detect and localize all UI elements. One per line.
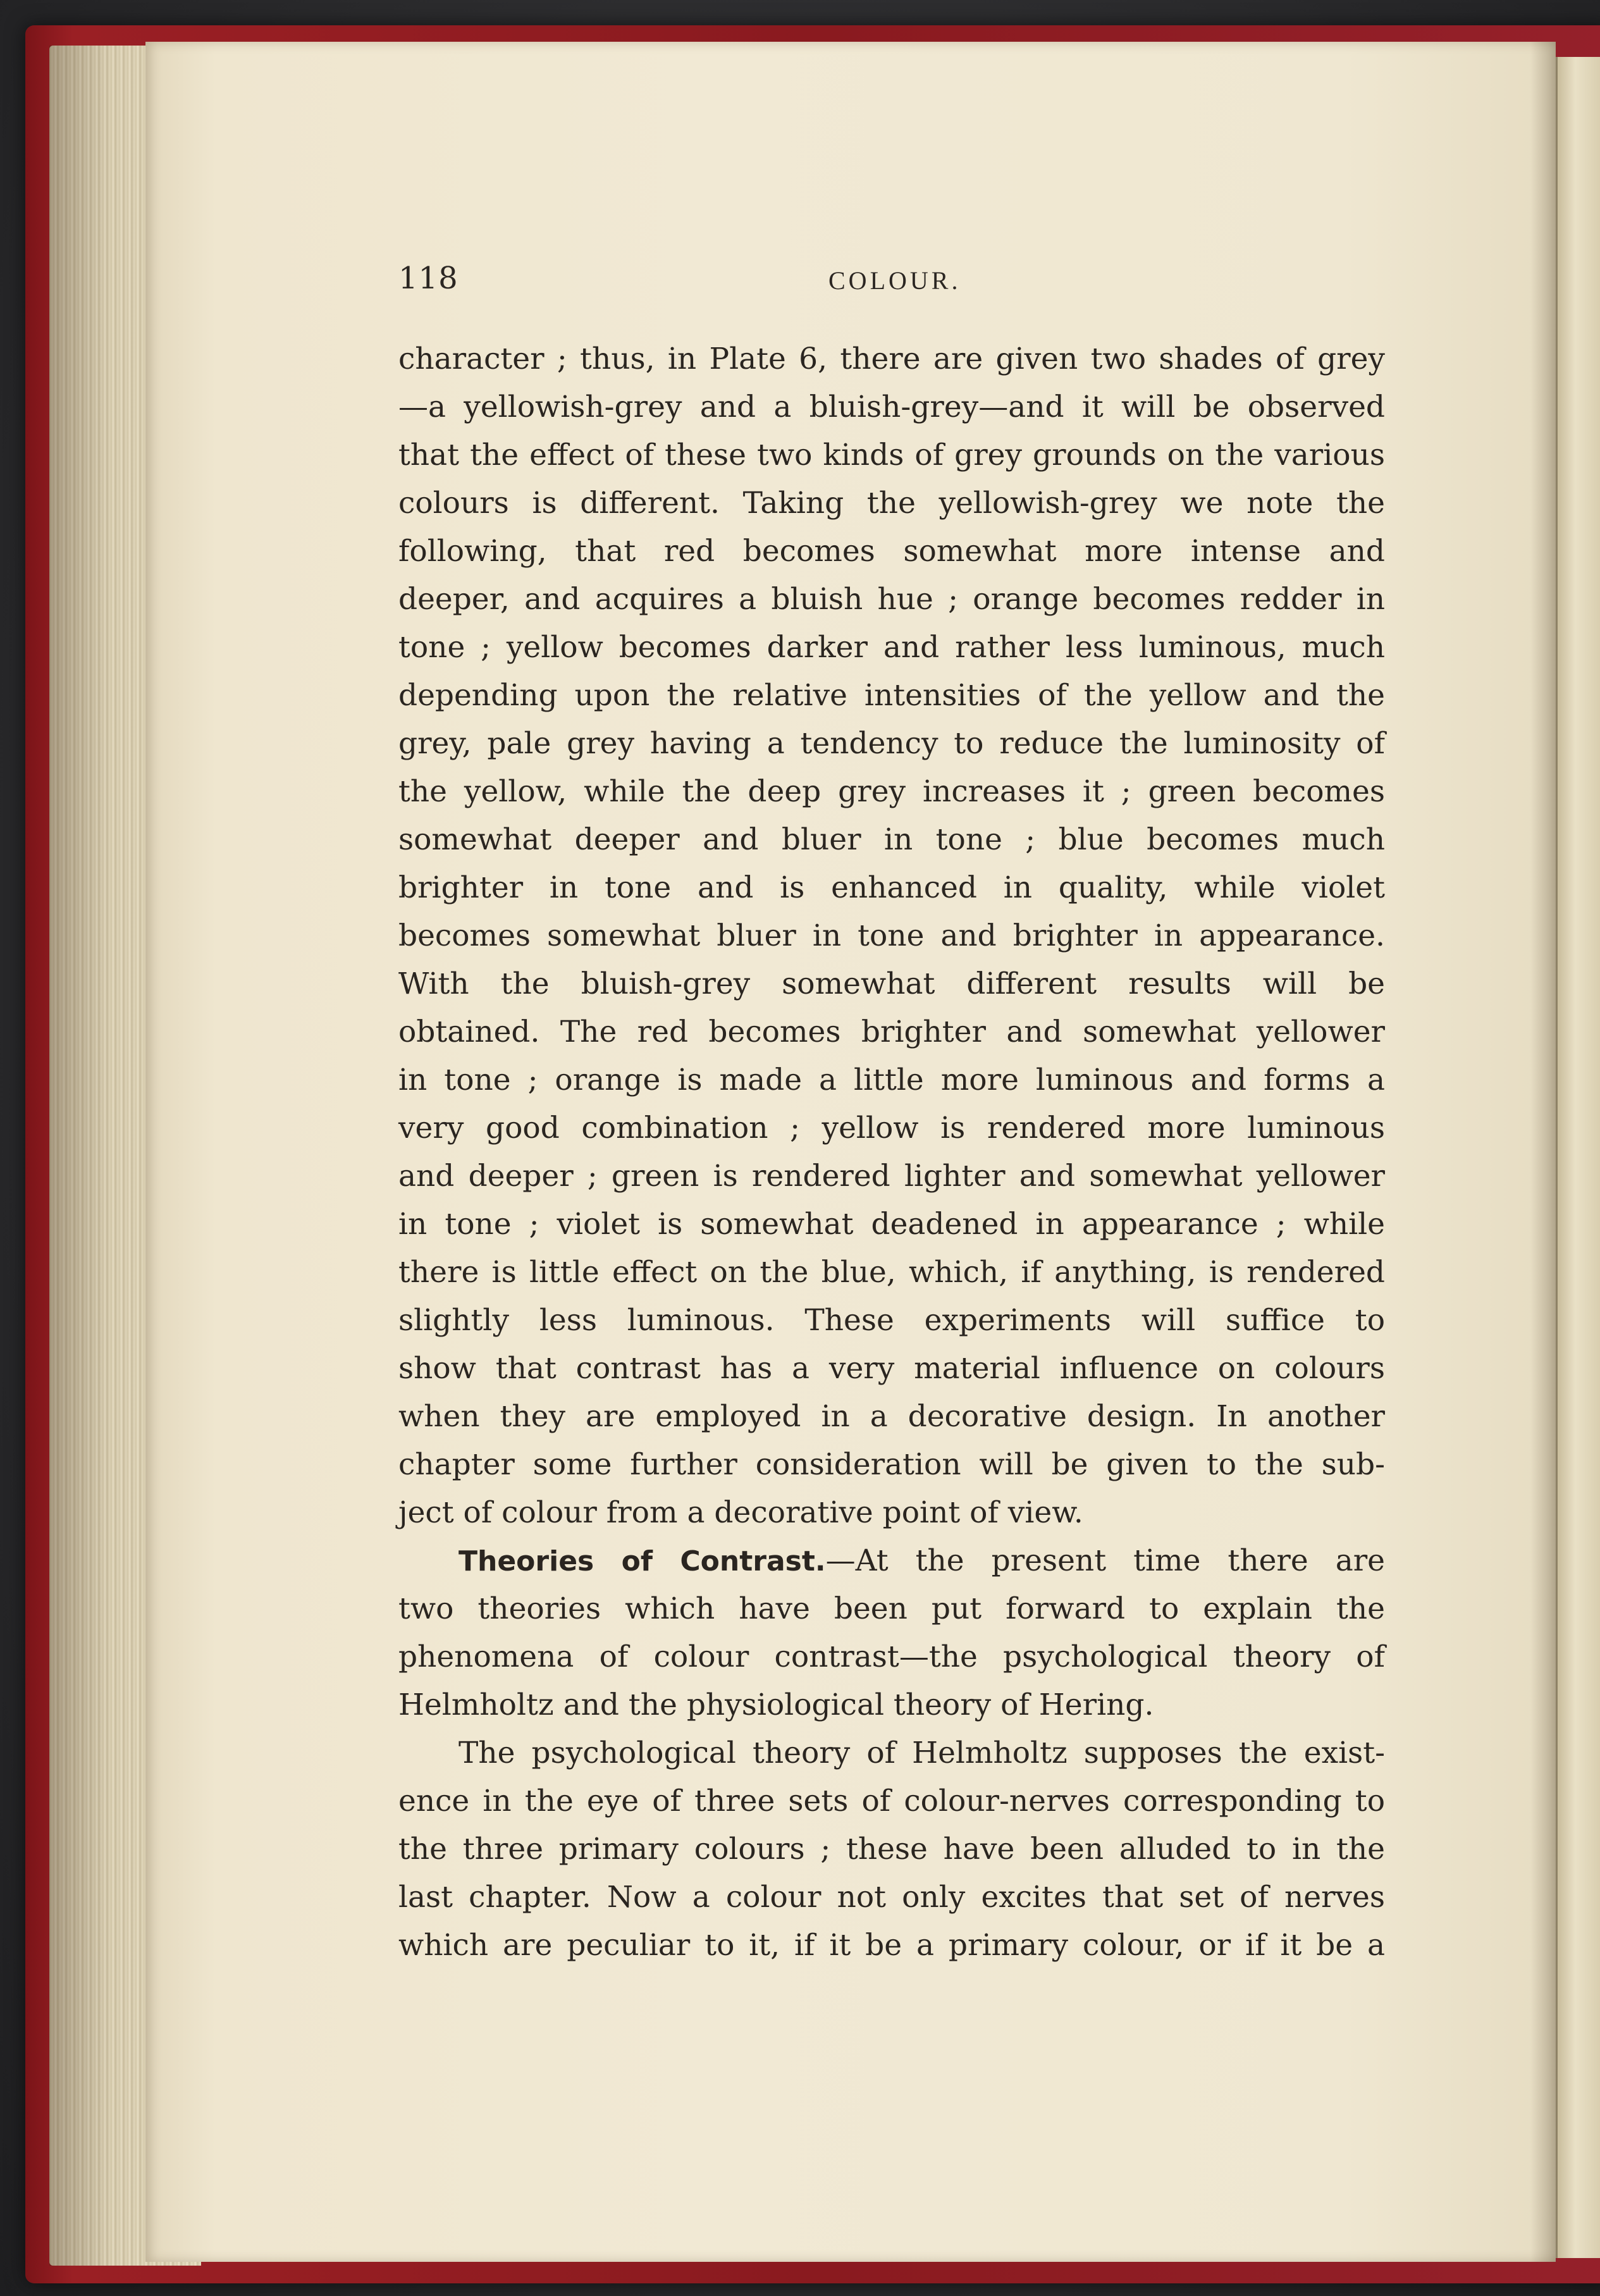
text-line: grey, pale grey having a tendency to reduce the luminosity of bbox=[398, 726, 1385, 761]
text-line: —a yellowish-grey and a bluish-grey—and it will be observed bbox=[398, 390, 1385, 424]
gutter-shadow bbox=[1530, 42, 1556, 2262]
text-line: following, that red becomes somewhat more intense and bbox=[398, 534, 1385, 569]
text-line: in tone ; orange is made a little more luminous and forms a bbox=[398, 1063, 1385, 1097]
text-line: that the effect of these two kinds of grey grounds on the various bbox=[398, 438, 1385, 472]
text-line: The psychological theory of Helmholtz supposes the exist- bbox=[458, 1736, 1385, 1770]
text-line: character ; thus, in Plate 6, there are given two shades of grey bbox=[398, 342, 1385, 376]
text-line: phenomena of colour contrast—the psychological theory of bbox=[398, 1639, 1385, 1674]
text-line: obtained. The red becomes brighter and somewhat yellower bbox=[398, 1015, 1385, 1049]
page-number: 118 bbox=[398, 261, 458, 296]
text-line: Helmholtz and the physiological theory of Hering. bbox=[398, 1688, 1154, 1722]
text-line: which are peculiar to it, if it be a primary colour, or if it be a bbox=[398, 1928, 1385, 1963]
page-header bbox=[398, 261, 1394, 305]
text-line: ject of colour from a decorative point of view. bbox=[398, 1495, 1083, 1530]
text-line: the three primary colours ; these have been alluded to in the bbox=[398, 1832, 1385, 1867]
text-line: show that contrast has a very material influence on colours bbox=[398, 1351, 1385, 1386]
text-line: in tone ; violet is somewhat deadened in appearance ; while bbox=[398, 1207, 1385, 1242]
text-line: slightly less luminous. These experiments will suffice to bbox=[398, 1303, 1385, 1338]
text-line: depending upon the relative intensities of the yellow and the bbox=[398, 678, 1385, 713]
running-head: COLOUR. bbox=[828, 266, 961, 295]
text-line: colours is different. Taking the yellowish-grey we note the bbox=[398, 486, 1385, 521]
section-line-text: —At the present time there are bbox=[825, 1543, 1386, 1578]
text-line: very good combination ; yellow is rendered more luminous bbox=[398, 1111, 1385, 1145]
section-heading: Theories of Contrast. bbox=[458, 1545, 826, 1577]
text-line: becomes somewhat bluer in tone and brighter in appearance. bbox=[398, 918, 1385, 953]
section-line bbox=[398, 1537, 1385, 1585]
text-line: With the bluish-grey somewhat different results will be bbox=[398, 966, 1385, 1001]
text-line: two theories which have been put forward to explain the bbox=[398, 1591, 1385, 1626]
text-line: brighter in tone and is enhanced in quality, while violet bbox=[398, 870, 1385, 905]
text-line: deeper, and acquires a bluish hue ; orange becomes redder in bbox=[398, 582, 1385, 617]
text-line: and deeper ; green is rendered lighter and somewhat yellower bbox=[398, 1159, 1385, 1194]
text-line: the yellow, while the deep grey increases it ; green becomes bbox=[398, 774, 1385, 809]
text-line: ence in the eye of three sets of colour-nerves corresponding to bbox=[398, 1784, 1385, 1818]
body-text bbox=[398, 335, 1385, 1970]
text-line: last chapter. Now a colour not only excites that set of nerves bbox=[398, 1880, 1385, 1915]
text-line: tone ; yellow becomes darker and rather less luminous, much bbox=[398, 630, 1385, 665]
text-line: chapter some further consideration will be given to the sub- bbox=[398, 1447, 1385, 1482]
text-line: there is little effect on the blue, which, if anything, is rendered bbox=[398, 1255, 1385, 1290]
text-line: somewhat deeper and bluer in tone ; blue becomes much bbox=[398, 822, 1385, 857]
facing-page-edge bbox=[1556, 57, 1600, 2258]
text-line: when they are employed in a decorative design. In another bbox=[398, 1399, 1385, 1434]
